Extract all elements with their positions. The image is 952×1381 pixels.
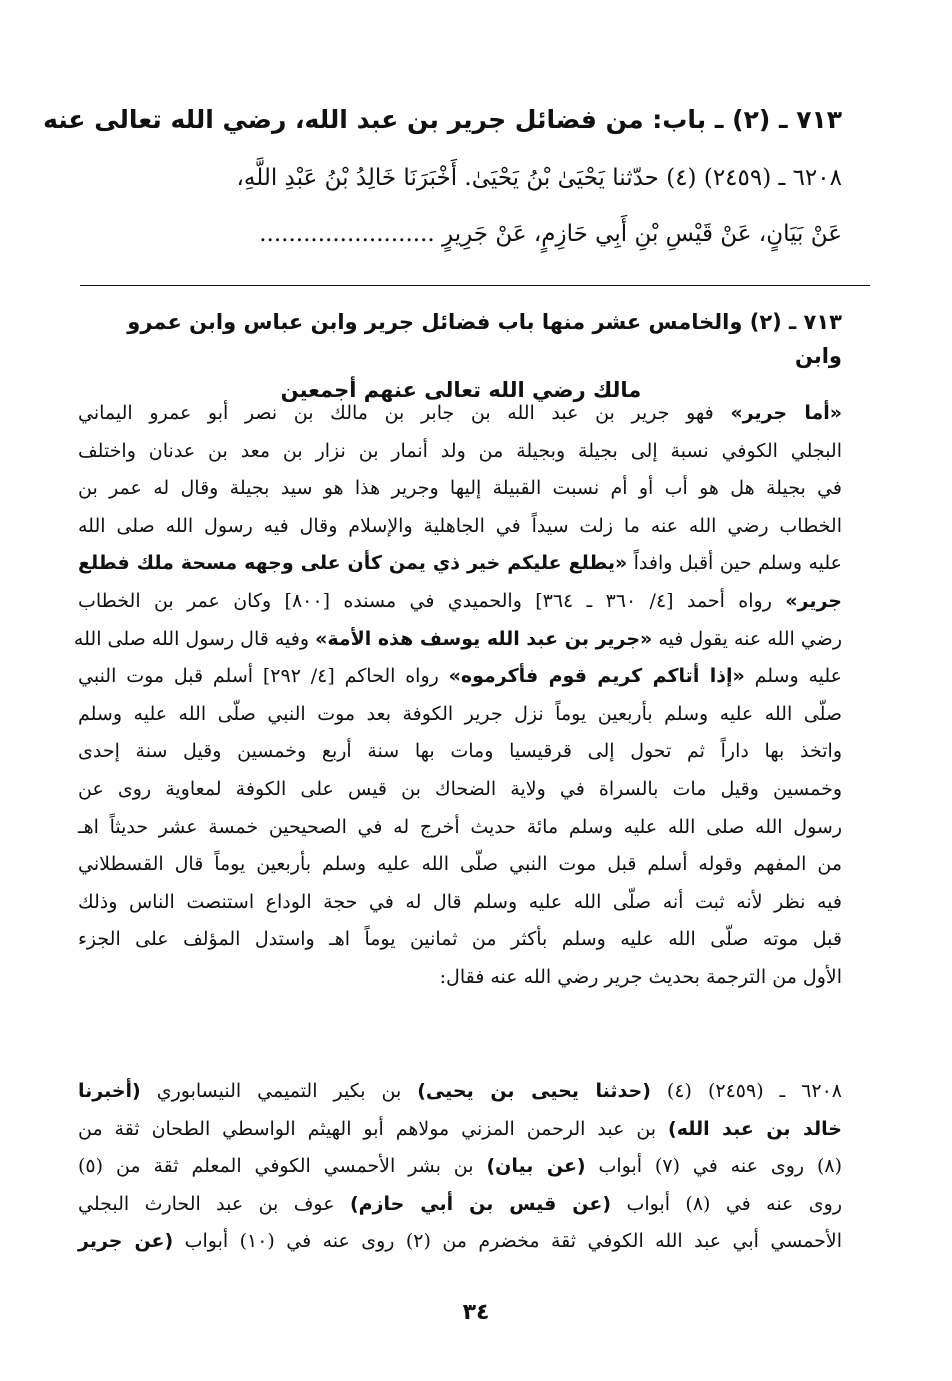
text-run: عليه وسلم xyxy=(744,665,842,688)
body-line xyxy=(78,583,842,621)
body-line: فيه نظر لأنه ثبت أنه صلّى الله عليه وسلم قال له في حجة الوداع استنصت الناس وذلك xyxy=(78,890,842,913)
text-run: الأحمسي أبي عبد الله الكوفي ثقة مخضرم من (٢) روى عنه في (١٠) أبواب xyxy=(173,1230,842,1253)
body-line xyxy=(73,621,842,659)
body-line: الخطاب رضي الله عنه ما زلت سيداً في الجاهلية والإسلام وقال فيه رسول الله صلى الله xyxy=(78,514,843,537)
chapter-heading: ٧١٣ ـ (٢) ـ باب: من فضائل جرير بن عبد الله، رضي الله تعالى عنه xyxy=(43,105,842,134)
bold-phrase: خالد بن عبد الله) xyxy=(668,1117,842,1140)
text-run: رواه أحمد [٤/ ٣٦٠ ـ ٣٦٤] والحميدي في مسنده [٨٠٠] وكان عمر بن الخطاب xyxy=(78,589,786,612)
isnad-commentary xyxy=(78,1073,842,1261)
bold-phrase: «أما جرير» xyxy=(730,402,842,424)
body-line: في بجيلة هل هو أب أو أم نسبت القبيلة إليها وجرير هذا هو سيد بجيلة وقال له عمر بن xyxy=(78,477,842,500)
body-line: واتخذ بها داراً ثم تحول إلى قرقيسيا ومات بها سنة أربع وخمسين وقيل سنة إحدى xyxy=(78,740,842,763)
bold-phrase: جرير» xyxy=(785,589,842,612)
bold-phrase: «جرير بن عبد الله يوسف هذه الأمة» xyxy=(315,627,653,650)
body-line xyxy=(78,658,842,696)
body-line: البجلي الكوفي نسبة إلى بجيلة وبجيلة من ولد أنمار بن نزار بن معد بن عدنان واختلف xyxy=(78,439,842,462)
bold-phrase: «إذا أتاكم كريم قوم فأكرموه» xyxy=(448,665,745,688)
text-run: روى عنه في (٨) أبواب xyxy=(611,1192,842,1215)
body-line: الأول من الترجمة بحديث جرير رضي الله عنه فقال: xyxy=(439,965,842,988)
text-run: ٦٢٠٨ ـ (٢٤٥٩) (٤) xyxy=(650,1080,842,1102)
bold-phrase: (حدثنا يحيى بن يحيى) xyxy=(417,1080,651,1102)
body-line xyxy=(78,395,842,433)
page-number: ٣٤ xyxy=(462,1300,490,1325)
hadith-text xyxy=(75,150,842,262)
commentary-line xyxy=(78,1186,842,1224)
commentary-heading xyxy=(80,305,842,407)
body-line: وخمسين وقيل مات بالسراة في ولاية الضحاك بن قيس على الكوفة لمعاوية روى عن xyxy=(78,777,842,800)
commentary-heading-line: مالك رضي الله تعالى عنهم أجمعين xyxy=(280,378,642,402)
text-run: عوف بن عبد الحارث البجلي xyxy=(78,1192,350,1215)
bold-phrase: «يطلع عليكم خير ذي يمن كأن على وجهه مسحة ملك فطلع xyxy=(78,552,628,575)
body-line: صلّى الله عليه وسلم بأربعين يوماً نزل جرير الكوفة بعد موت النبي صلّى الله عليه وسلم xyxy=(78,702,842,725)
bold-phrase: (عن قيس بن أبي حازم) xyxy=(349,1192,612,1215)
text-run: بن بكير التميمي النيسابوري xyxy=(140,1080,418,1102)
bold-phrase: (أخبرنا xyxy=(78,1080,141,1102)
body-line xyxy=(78,545,842,583)
text-run: رضي الله عنه يقول فيه xyxy=(652,627,842,650)
hadith-text-line: ٦٢٠٨ ـ (٢٤٥٩) (٤) حدّثنا يَحْيَىٰ بْنُ يَحْيَىٰ. أَخْبَرَنَا خَالِدُ بْنُ عَبْدِ اللَّهِ، xyxy=(236,165,842,191)
commentary-line xyxy=(78,1223,842,1261)
body-line: قبل موته صلّى الله عليه وسلم بأكثر من ثمانين يوماً اهـ واستدل المؤلف على الجزء xyxy=(78,928,842,951)
commentary-line xyxy=(78,1111,842,1149)
divider xyxy=(80,285,870,286)
body-line: من المفهم وقوله أسلم قبل موت النبي صلّى الله عليه وسلم بأربعين يوماً قال القسطلاني xyxy=(78,853,842,876)
bold-phrase: (عن بيان) xyxy=(486,1155,586,1178)
commentary-body xyxy=(73,395,843,997)
body-line: رسول الله صلى الله عليه وسلم مائة حديث أخرج له في الصحيحين خمسة عشر حديثاً اهـ xyxy=(78,815,842,838)
commentary-heading-line: ٧١٣ ـ (٢) والخامس عشر منها باب فضائل جرير وابن عباس وابن عمرو وابن xyxy=(127,310,842,368)
text-run: فهو جرير بن عبد الله بن جابر بن مالك بن نصر أبو عمرو اليماني xyxy=(78,402,731,424)
bold-phrase: (عن جرير xyxy=(78,1230,174,1253)
text-run: (٨) روى عنه في (٧) أبواب xyxy=(585,1155,842,1178)
commentary-line xyxy=(78,1073,842,1111)
text-run: وفيه قال رسول الله صلى الله xyxy=(73,627,316,650)
text-run: رواه الحاكم [٤/ ٢٩٢] أسلم قبل موت النبي xyxy=(78,665,449,688)
text-run: عليه وسلم حين أقبل وافداً xyxy=(627,552,842,575)
text-run: بن عبد الرحمن المزني مولاهم أبو الهيثم الواسطي الطحان ثقة من xyxy=(78,1117,669,1140)
text-run: بن بشر الأحمسي الكوفي المعلم ثقة من (٥) xyxy=(78,1155,487,1178)
commentary-line xyxy=(78,1148,842,1186)
hadith-text-line: عَنْ بَيَانٍ، عَنْ قَيْسِ بْنِ أَبِي حَازِمٍ، عَنْ جَرِيرٍ ........................ xyxy=(259,221,842,247)
